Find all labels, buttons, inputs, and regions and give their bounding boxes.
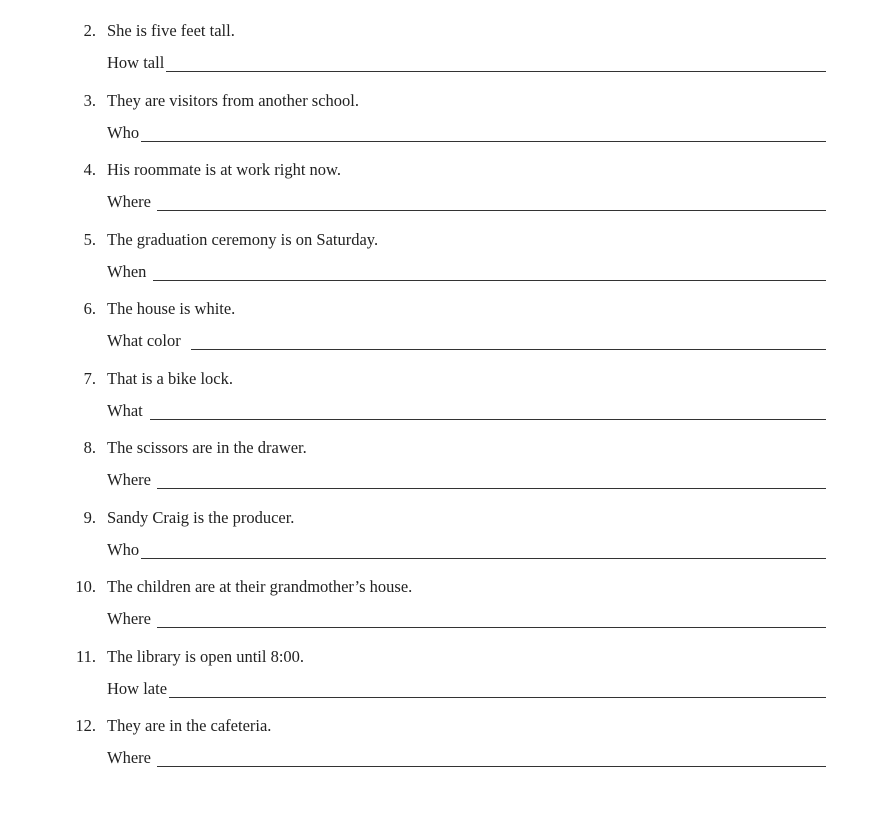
question-prompt: How late: [107, 679, 168, 698]
item-number: 5.: [83, 230, 96, 249]
exercise-item: [0, 716, 875, 776]
exercise-item: [0, 577, 875, 637]
item-sentence: The graduation ceremony is on Saturday.: [107, 230, 379, 249]
question-prompt: When: [107, 262, 147, 281]
question-prompt: Who: [107, 540, 140, 559]
item-sentence: Sandy Craig is the producer.: [107, 508, 295, 527]
item-number: 9.: [83, 508, 96, 527]
question-prompt: Who: [107, 123, 140, 142]
item-number: 8.: [83, 438, 96, 457]
item-sentence: They are visitors from another school.: [107, 91, 360, 110]
item-sentence: That is a bike lock.: [107, 369, 234, 388]
exercise-item: [0, 230, 875, 290]
item-number: 4.: [83, 160, 96, 179]
answer-row: [107, 329, 826, 351]
item-sentence: The scissors are in the drawer.: [107, 438, 307, 457]
exercise-item: [0, 160, 875, 220]
item-number: 7.: [83, 369, 96, 388]
exercise-item: [0, 647, 875, 707]
item-sentence: She is five feet tall.: [107, 21, 235, 40]
answer-row: [107, 746, 826, 768]
exercise-item: [0, 508, 875, 568]
answer-row: [107, 51, 826, 73]
item-sentence: The children are at their grandmother’s house.: [107, 577, 413, 596]
answer-line[interactable]: [157, 766, 826, 767]
answer-line[interactable]: [169, 697, 826, 698]
answer-row: [107, 121, 826, 143]
question-prompt: What color: [107, 331, 181, 350]
answer-row: [107, 607, 826, 629]
answer-row: [107, 399, 826, 421]
answer-row: [107, 190, 826, 212]
item-sentence: They are in the cafeteria.: [107, 716, 272, 735]
item-number: 2.: [83, 21, 96, 40]
item-sentence: The library is open until 8:00.: [107, 647, 305, 666]
question-prompt: Where: [107, 609, 151, 628]
answer-row: [107, 677, 826, 699]
answer-line[interactable]: [157, 627, 826, 628]
item-number: 10.: [75, 577, 96, 596]
answer-line[interactable]: [157, 488, 826, 489]
answer-line[interactable]: [157, 210, 826, 211]
exercise-item: [0, 91, 875, 151]
item-number: 11.: [75, 647, 96, 666]
answer-line[interactable]: [153, 280, 826, 281]
exercise-item: [0, 438, 875, 498]
answer-line[interactable]: [141, 558, 826, 559]
question-prompt: Where: [107, 470, 151, 489]
item-number: 12.: [75, 716, 96, 735]
answer-line[interactable]: [191, 349, 826, 350]
question-prompt: Where: [107, 748, 151, 767]
answer-line[interactable]: [141, 141, 826, 142]
question-prompt: Where: [107, 192, 151, 211]
item-sentence: The house is white.: [107, 299, 236, 318]
question-prompt: How tall: [107, 53, 165, 72]
answer-row: [107, 538, 826, 560]
exercise-item: [0, 21, 875, 81]
exercise-item: [0, 299, 875, 359]
answer-line[interactable]: [150, 419, 826, 420]
item-number: 3.: [83, 91, 96, 110]
answer-line[interactable]: [166, 71, 826, 72]
exercise-item: [0, 369, 875, 429]
question-prompt: What: [107, 401, 143, 420]
answer-row: [107, 468, 826, 490]
answer-row: [107, 260, 826, 282]
item-number: 6.: [83, 299, 96, 318]
item-sentence: His roommate is at work right now.: [107, 160, 342, 179]
